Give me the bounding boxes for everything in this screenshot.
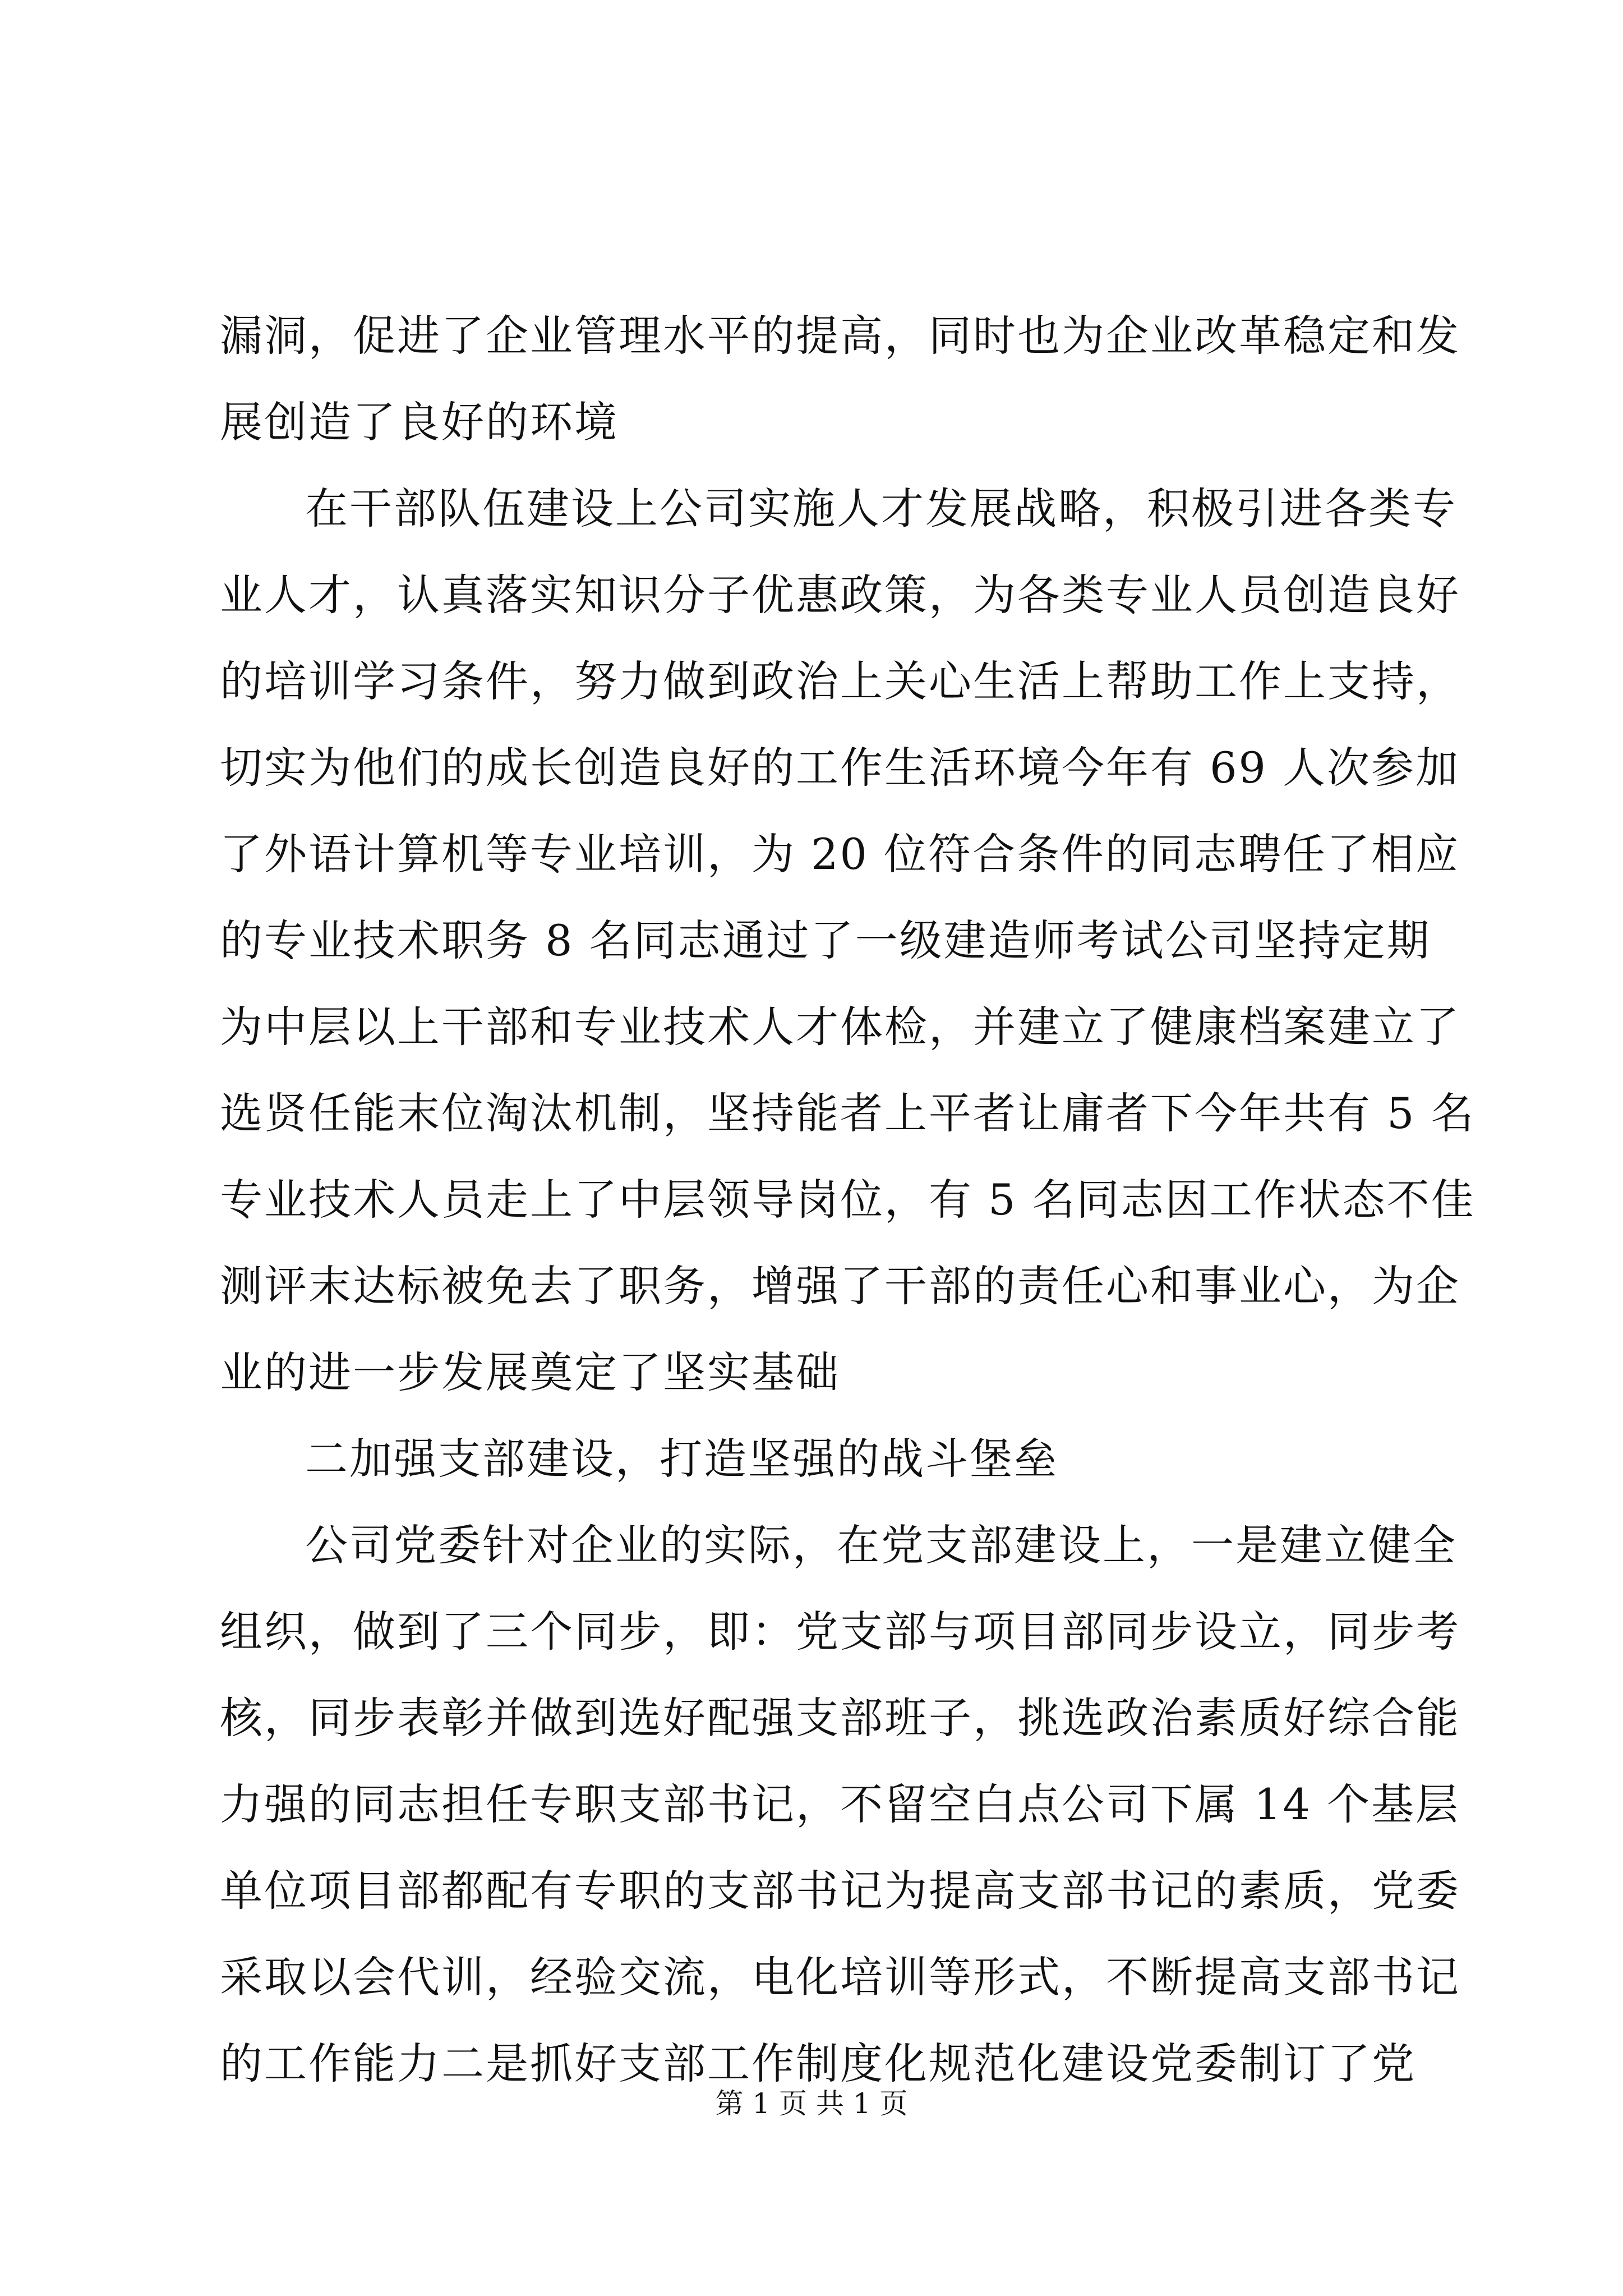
text-line: 业的进一步发展奠定了坚实基础: [220, 1347, 840, 1397]
text-line: 选贤任能末位淘汰机制，坚持能者上平者让庸者下今年共有 5 名: [220, 1088, 1476, 1138]
text-line: 专业技术人员走上了中层领导岗位，有 5 名同志因工作状态不佳: [220, 1175, 1476, 1225]
text-line: 了外语计算机等专业培训，为 20 位符合条件的同志聘任了相应: [220, 829, 1460, 879]
document-body: [220, 293, 1476, 2107]
text-line: 测评末达标被免去了职务，增强了干部的责任心和事业心，为企: [220, 1261, 1460, 1311]
text-line: 力强的同志担任专职支部书记，不留空白点公司下属 14 个基层: [220, 1779, 1460, 1829]
text-line: 核，同步表彰并做到选好配强支部班子，挑选政治素质好综合能: [220, 1693, 1460, 1743]
text-line: 漏洞，促进了企业管理水平的提高，同时也为企业改革稳定和发: [220, 311, 1460, 361]
text-line: 的专业技术职务 8 名同志通过了一级建造师考试公司坚持定期: [220, 915, 1431, 965]
text-line: 的培训学习条件，努力做到政治上关心生活上帮助工作上支持，: [220, 656, 1460, 706]
text-line: 展创造了良好的环境: [220, 397, 619, 447]
text-line: 在干部队伍建设上公司实施人才发展战略，积极引进各类专: [305, 484, 1457, 533]
text-line: 切实为他们的成长创造良好的工作生活环境今年有 69 人次参加: [220, 743, 1460, 793]
page-footer: 第 1 页 共 1 页: [715, 2087, 908, 2120]
text-line: 采取以会代训，经验交流，电化培训等形式，不断提高支部书记: [220, 1952, 1460, 2002]
text-line: 的工作能力二是抓好支部工作制度化规范化建设党委制订了党: [220, 2039, 1416, 2088]
text-line: 业人才，认真落实知识分子优惠政策，为各类专业人员创造良好: [220, 570, 1460, 620]
text-line: 为中层以上干部和专业技术人才体检，并建立了健康档案建立了: [220, 1002, 1460, 1052]
text-line: 二加强支部建设，打造坚强的战斗堡垒: [305, 1434, 1058, 1484]
text-line: 单位项目部都配有专职的支部书记为提高支部书记的素质，党委: [220, 1866, 1460, 1916]
text-line: 组织，做到了三个同步，即：党支部与项目部同步设立，同步考: [220, 1607, 1460, 1657]
text-line: 公司党委针对企业的实际，在党支部建设上，一是建立健全: [305, 1520, 1457, 1570]
